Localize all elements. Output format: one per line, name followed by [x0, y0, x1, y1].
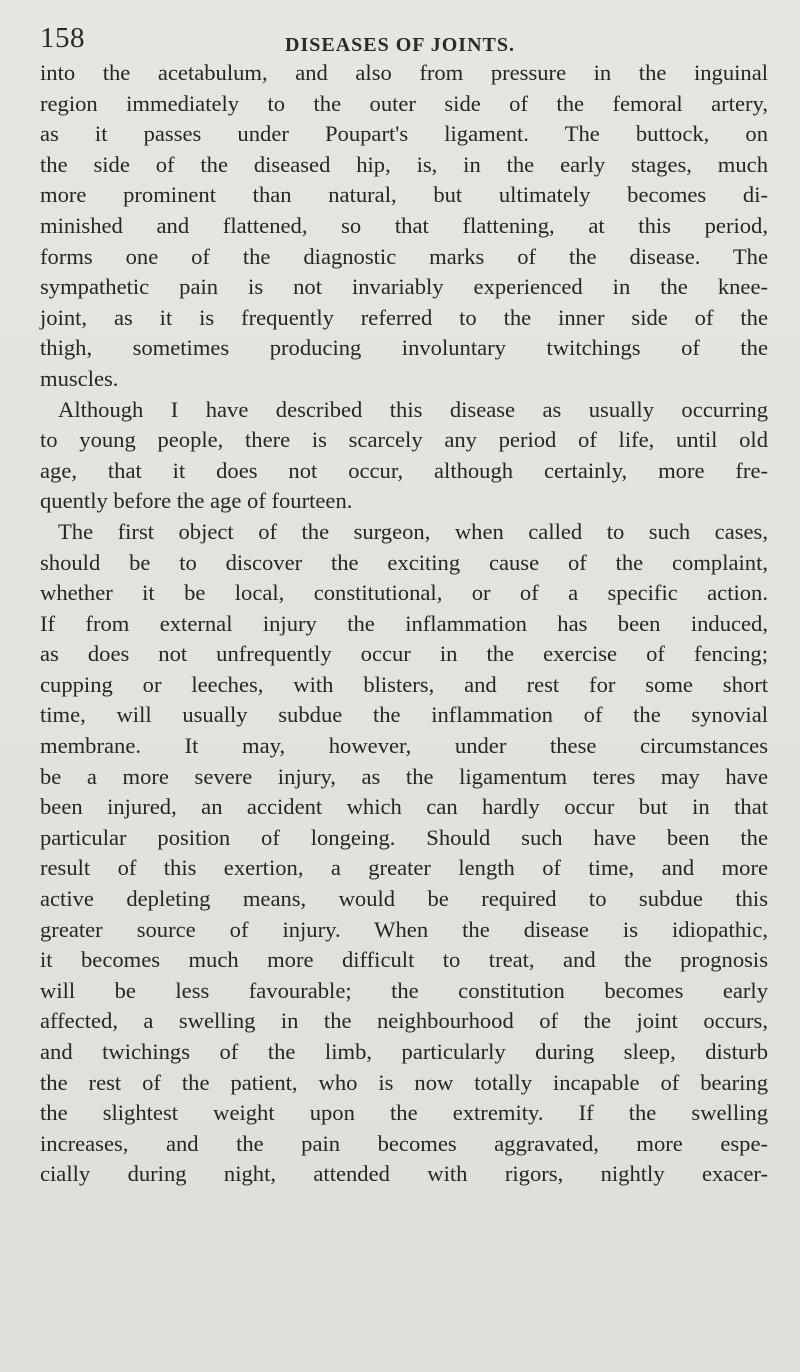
text-line: it becomes much more difficult to treat, and the prognosis — [40, 947, 768, 973]
text-line: sympathetic pain is not invariably experienced in the knee- — [40, 274, 768, 300]
text-line: The first object of the surgeon, when called to such cases, — [58, 518, 768, 544]
text-line: age, that it does not occur, although certainly, more fre- — [40, 457, 768, 483]
text-line: as it passes under Poupart's ligament. The buttock, on — [40, 121, 768, 147]
text-line: minished and flattened, so that flattening, at this period, — [40, 212, 768, 238]
text-line: the rest of the patient, who is now totally incapable of bearing — [40, 1069, 768, 1095]
text-line: membrane. It may, however, under these circumstances — [40, 733, 768, 759]
text-line: the side of the diseased hip, is, in the early stages, much — [40, 151, 768, 177]
text-line: should be to discover the exciting cause of the complaint, — [40, 549, 768, 575]
text-line: as does not unfrequently occur in the exercise of fencing; — [40, 641, 768, 667]
text-line: particular position of longeing. Should such have been the — [40, 824, 768, 850]
text-line: be a more severe injury, as the ligamentum teres may have — [40, 763, 768, 789]
text-line: If from external injury the inflammation has been induced, — [40, 610, 768, 636]
paragraph — [40, 395, 768, 517]
text-line: muscles. — [40, 365, 119, 391]
running-head: DISEASES OF JOINTS. — [285, 34, 515, 56]
text-line: increases, and the pain becomes aggravated, more espe- — [40, 1130, 768, 1156]
text-line: joint, as it is frequently referred to the inner side of the — [40, 304, 768, 330]
text-line: been injured, an accident which can hardly occur but in that — [40, 794, 768, 820]
text-line: thigh, sometimes producing involuntary twitchings of the — [40, 335, 768, 361]
text-line: cupping or leeches, with blisters, and rest for some short — [40, 671, 768, 697]
paragraph — [40, 58, 768, 395]
text-line: to young people, there is scarcely any period of life, until old — [40, 427, 768, 453]
text-line: time, will usually subdue the inflammation of the synovial — [40, 702, 768, 728]
text-line: result of this exertion, a greater length of time, and more — [40, 855, 768, 881]
text-line: more prominent than natural, but ultimately becomes di- — [40, 182, 768, 208]
text-line: Although I have described this disease as usually occurring — [58, 396, 768, 422]
text-line: forms one of the diagnostic marks of the disease. The — [40, 243, 768, 269]
body-text — [40, 58, 768, 1190]
text-line: quently before the age of fourteen. — [40, 488, 353, 514]
text-line: region immediately to the outer side of the femoral artery, — [40, 90, 768, 116]
text-line: cially during night, attended with rigors, nightly exacer- — [40, 1161, 768, 1187]
text-line: active depleting means, would be required to subdue this — [40, 886, 768, 912]
text-line: into the acetabulum, and also from pressure in the inguinal — [40, 60, 768, 85]
text-line: the slightest weight upon the extremity. If the swelling — [40, 1100, 768, 1126]
text-line: greater source of injury. When the disease is idiopathic, — [40, 916, 768, 942]
text-line: affected, a swelling in the neighbourhood of the joint occurs, — [40, 1008, 768, 1034]
text-line: and twichings of the limb, particularly during sleep, disturb — [40, 1039, 768, 1064]
text-line: whether it be local, constitutional, or of a specific action. — [40, 580, 768, 606]
text-line: will be less favourable; the constitution becomes early — [40, 977, 768, 1003]
paragraph — [40, 517, 768, 1190]
page-number: 158 — [40, 22, 85, 54]
page-header — [40, 22, 780, 62]
